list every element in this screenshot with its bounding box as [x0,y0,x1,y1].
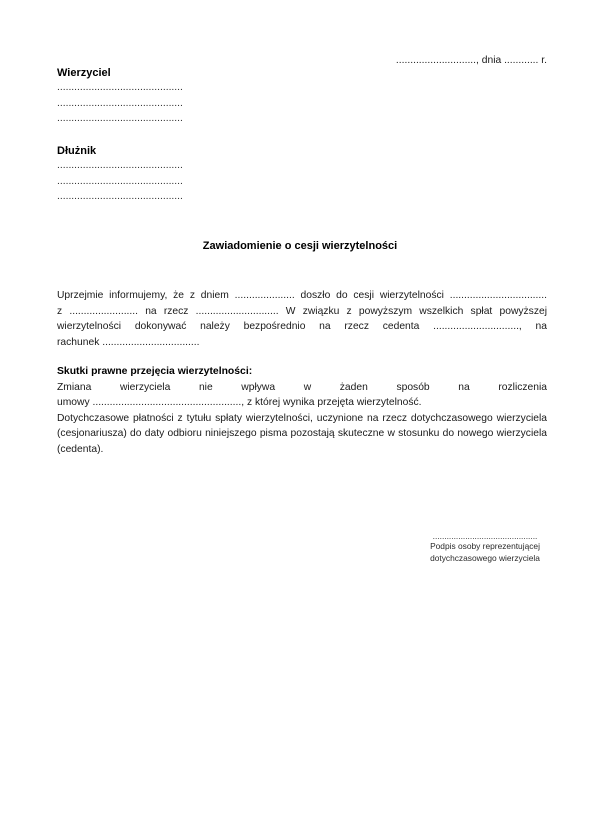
intro-line: Uprzejmie informujemy, że z dniem ..................... doszło do cesji wierzytelności .................................. [57,290,547,301]
debtor-block [57,145,183,205]
legal-effects-section [57,364,547,457]
intro-paragraph [57,288,547,350]
intro-line: z ........................ na rzecz ............................. W związku z powyższym wszelkich spłat powyższej [57,305,547,317]
legal-effects-line: Dotychczasowe płatności z tytułu spłaty wierzytelności, uczynione na rzecz dotychczasowego wierzyciela [57,412,547,424]
date-line: ............................, dnia ............ r. [395,55,547,66]
creditor-block [57,67,183,127]
intro-line: rachunek .................................. [57,336,200,348]
legal-effects-line: umowy ...................................................., z której wynika przejęta wierzytelność. [57,397,422,408]
debtor-fill-line: ............................................ [57,191,183,203]
legal-effects-line: Zmiana wierzyciela nie wpływa w żaden sposób na rozliczenia [57,381,547,393]
creditor-fill-line: ............................................ [57,97,183,109]
creditor-fill-line: ............................................ [57,82,183,93]
legal-effects-line: (cesjonariusza) do daty odbioru niniejszego pisma pozostają skuteczne w stosunku do nowego wierzyciela [57,428,547,439]
debtor-fill-line: ............................................ [57,160,183,171]
creditor-label: Wierzyciel [57,67,111,79]
intro-line: wierzytelności dokonywać należy bezpośrednio na rzecz cedenta .............................., na [57,321,547,332]
creditor-fill-line: ............................................ [57,113,183,125]
legal-effects-line: (cedenta). [57,443,104,455]
debtor-fill-line: ............................................ [57,175,183,187]
signature-fill-line: ............................................. [432,532,538,541]
debtor-label: Dłużnik [57,145,97,157]
signature-caption-line: Podpis osoby reprezentującej [430,541,540,551]
legal-effects-heading: Skutki prawne przejęcia wierzytelności: [57,366,253,377]
document-title: Zawiadomienie o cesji wierzytelności [202,240,398,252]
signature-block [423,532,547,564]
signature-caption-line: dotychczasowego wierzyciela [430,552,540,563]
